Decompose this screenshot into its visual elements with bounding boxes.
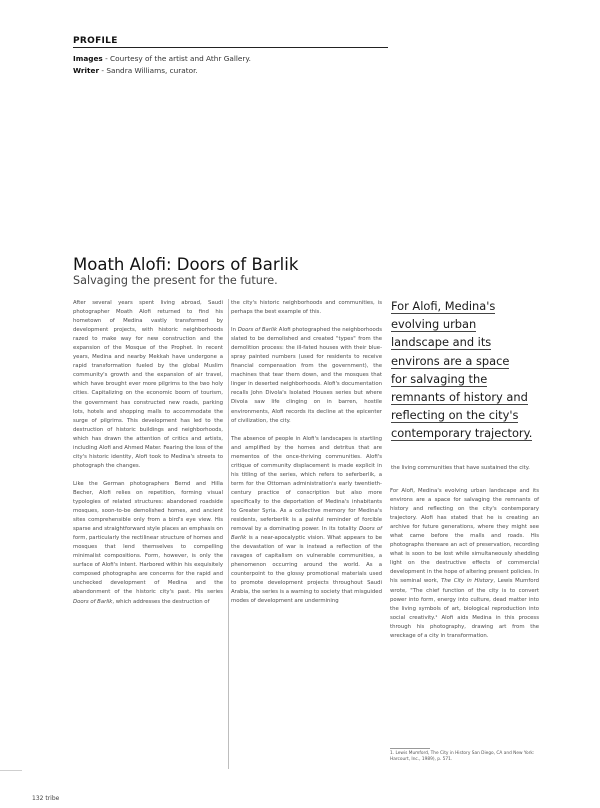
pull-quote-line: For Alofi, Medina's: [391, 299, 496, 313]
paragraph-text: In: [231, 327, 236, 334]
pull-quote-line: landscape and its: [391, 335, 492, 350]
credits: [73, 53, 251, 76]
paragraph-text: , which addresses the destruction of: [112, 598, 210, 605]
pull-quote-line: for salvaging the: [391, 371, 488, 386]
paragraph: [390, 487, 539, 641]
paragraph: the city's historic neighborhoods and communities, is perhaps the best example of this.: [231, 300, 382, 316]
paragraph-text: , Lewis Mumford wrote, "The chief function of the city is to convert power into form, energy into culture, dead matter into the living symbols of art, biological reproduction into social creativity.¹ Alofi aids Medina in this process through his photography, drawing art from the wreckage of a city in transformation.: [390, 578, 540, 639]
article-title: Moath Alofi: Doors of Barlik: [73, 255, 299, 274]
pull-quote-line: evolving urban: [391, 317, 477, 332]
pull-quote: [391, 297, 541, 443]
series-title: Doors of Barlik: [73, 598, 113, 605]
footnote-rule: [390, 748, 430, 749]
series-title: Doors of Barlik: [237, 327, 278, 334]
paragraph-text: Like the German photographers Bernd and Hilla Becher, Alofi relies on repetition, forming visual typologies of related structures: abandoned roadside mosques, soon-to-be demolished homes, and ancient sites comprehensible only from a bird's eye view. His sparse and straightforward style places an emphasis on form, particularly the rectilinear structure of homes and mosques that lend themselves to compelling minimalist compositions. Form, however, is only the surface of Alofi's intent. Harbored within his exquisitely composed photographs are concerns for the rapid and unchecked development of Medina and the abandonment of the historic city's past. His series: [73, 480, 223, 596]
section-label: PROFILE: [73, 36, 118, 46]
page-edge-mark: [0, 770, 22, 771]
section-rule: [73, 47, 388, 48]
paragraph-text: Alofi photographed the neighborhoods slated to be demolished and created "types" from the demolition process: the ill-fated houses with their blue-spray painted numbers (used for residents to receive financial compensation from the government), the machines that tear them down, and the mosques that linger in deserted neighborhoods. Alofi's documentation recalls John Divola's Isolated Houses series but where Divola saw life clinging on in barren, hostile environments, Alofi records its decline at the epicenter of civilization, the city.: [231, 327, 382, 424]
footnote: 1. Lewis Mumford, The City in History San Diego, CA and New York: Harcourt, Inc., 1989), p. 571.: [390, 751, 535, 763]
paragraph: [231, 435, 382, 607]
column-divider: [228, 299, 229, 769]
paragraph: [231, 326, 382, 426]
article-subtitle: Salvaging the present for the future.: [73, 274, 278, 287]
pull-quote-line: contemporary trajectory.: [391, 426, 533, 441]
pull-quote-line: environs are a space: [391, 353, 510, 368]
paragraph: [73, 480, 223, 607]
series-title: Doors of Barlik: [231, 526, 383, 542]
writer-credit: [73, 65, 251, 77]
writer-text: - Sandra Williams, curator.: [99, 65, 198, 75]
writer-label: Writer: [73, 65, 100, 75]
paragraph-text: For Alofi, Medina's evolving urban landscape and its environs are a space for salvaging the remnants of history and reflecting on the city's contemporary trajectory. Alofi has stated that he is creating an archive for future generations, where they might see what came before the malls and roads. His photographs thereare an act of preservation, recording what is soon to be lost while simultaneously shedding light on the destructive effects of commercial development in the hope of altering present policies. In his seminal work,: [390, 488, 539, 585]
book-title: The City in History: [441, 578, 494, 585]
continued-text: the living communities that have sustained the city.: [391, 465, 530, 471]
images-credit: [73, 53, 251, 65]
page-folio: 132 tribe: [32, 795, 60, 802]
body-column-3: [390, 487, 539, 650]
paragraph: After several years spent living abroad, Saudi photographer Moath Alofi returned to find his hometown of Medina vastly transformed by development projects, with historic neighborhoods razed to make way for new construction and the expansion of the Mosque of the Prophet. In recent years, Medina and nearby Mekkah have undergone a rapid transformation fueled by the global Muslim community's growth and the expansion of air travel, which have brought ever more pilgrims to the two holy cities. Capitalizing on the economic boom of tourism, the government has constructed new roads, parking lots, hotels and shopping malls to accommodate the surge of pilgrims. This development has led to the destruction of historic buildings and neighborhoods, which has drawn the attention of critics and artists, including Alofi and Ahmed Mater. Fearing the loss of the city's historic identity, Alofi took to Medina's streets to photograph the changes.: [73, 300, 223, 469]
body-column-2: [231, 299, 382, 616]
body-column-1: [73, 299, 223, 616]
pull-quote-line: remnants of history and: [391, 390, 528, 405]
images-label: Images: [73, 54, 103, 63]
pull-quote-line: reflecting on the city's: [391, 408, 519, 423]
paragraph-text: is a near-apocalyptic vision. What appears to be the devastation of war is instead a reflection of the ravages of capitalism on vulnerable communities, a phenomenon occurring around the world. As a counterpoint to the glossy promotional materials used to promote development projects throughout Saudi Arabia, the series is a warning to society that misguided modes of development are undermining: [231, 535, 382, 605]
paragraph-text: The absence of people in Alofi's landscapes is startling and amplified by the homes and detritus that are mementos of the once-thriving communities. Alofi's critique of community displacement is made explicit in his titling of the series, which refers to seferberlik, a term for the Ottoman administration's early twentieth-century practice of conscription but also more specifically to the deportation of Medina's inhabitants to Greater Syria. As a collective memory for Medina's residents, seferberlik is a painful reminder of forcible removal by a dominating power. In its totality: [231, 435, 382, 533]
images-text: - Courtesy of the artist and Athr Gallery.: [102, 54, 251, 63]
